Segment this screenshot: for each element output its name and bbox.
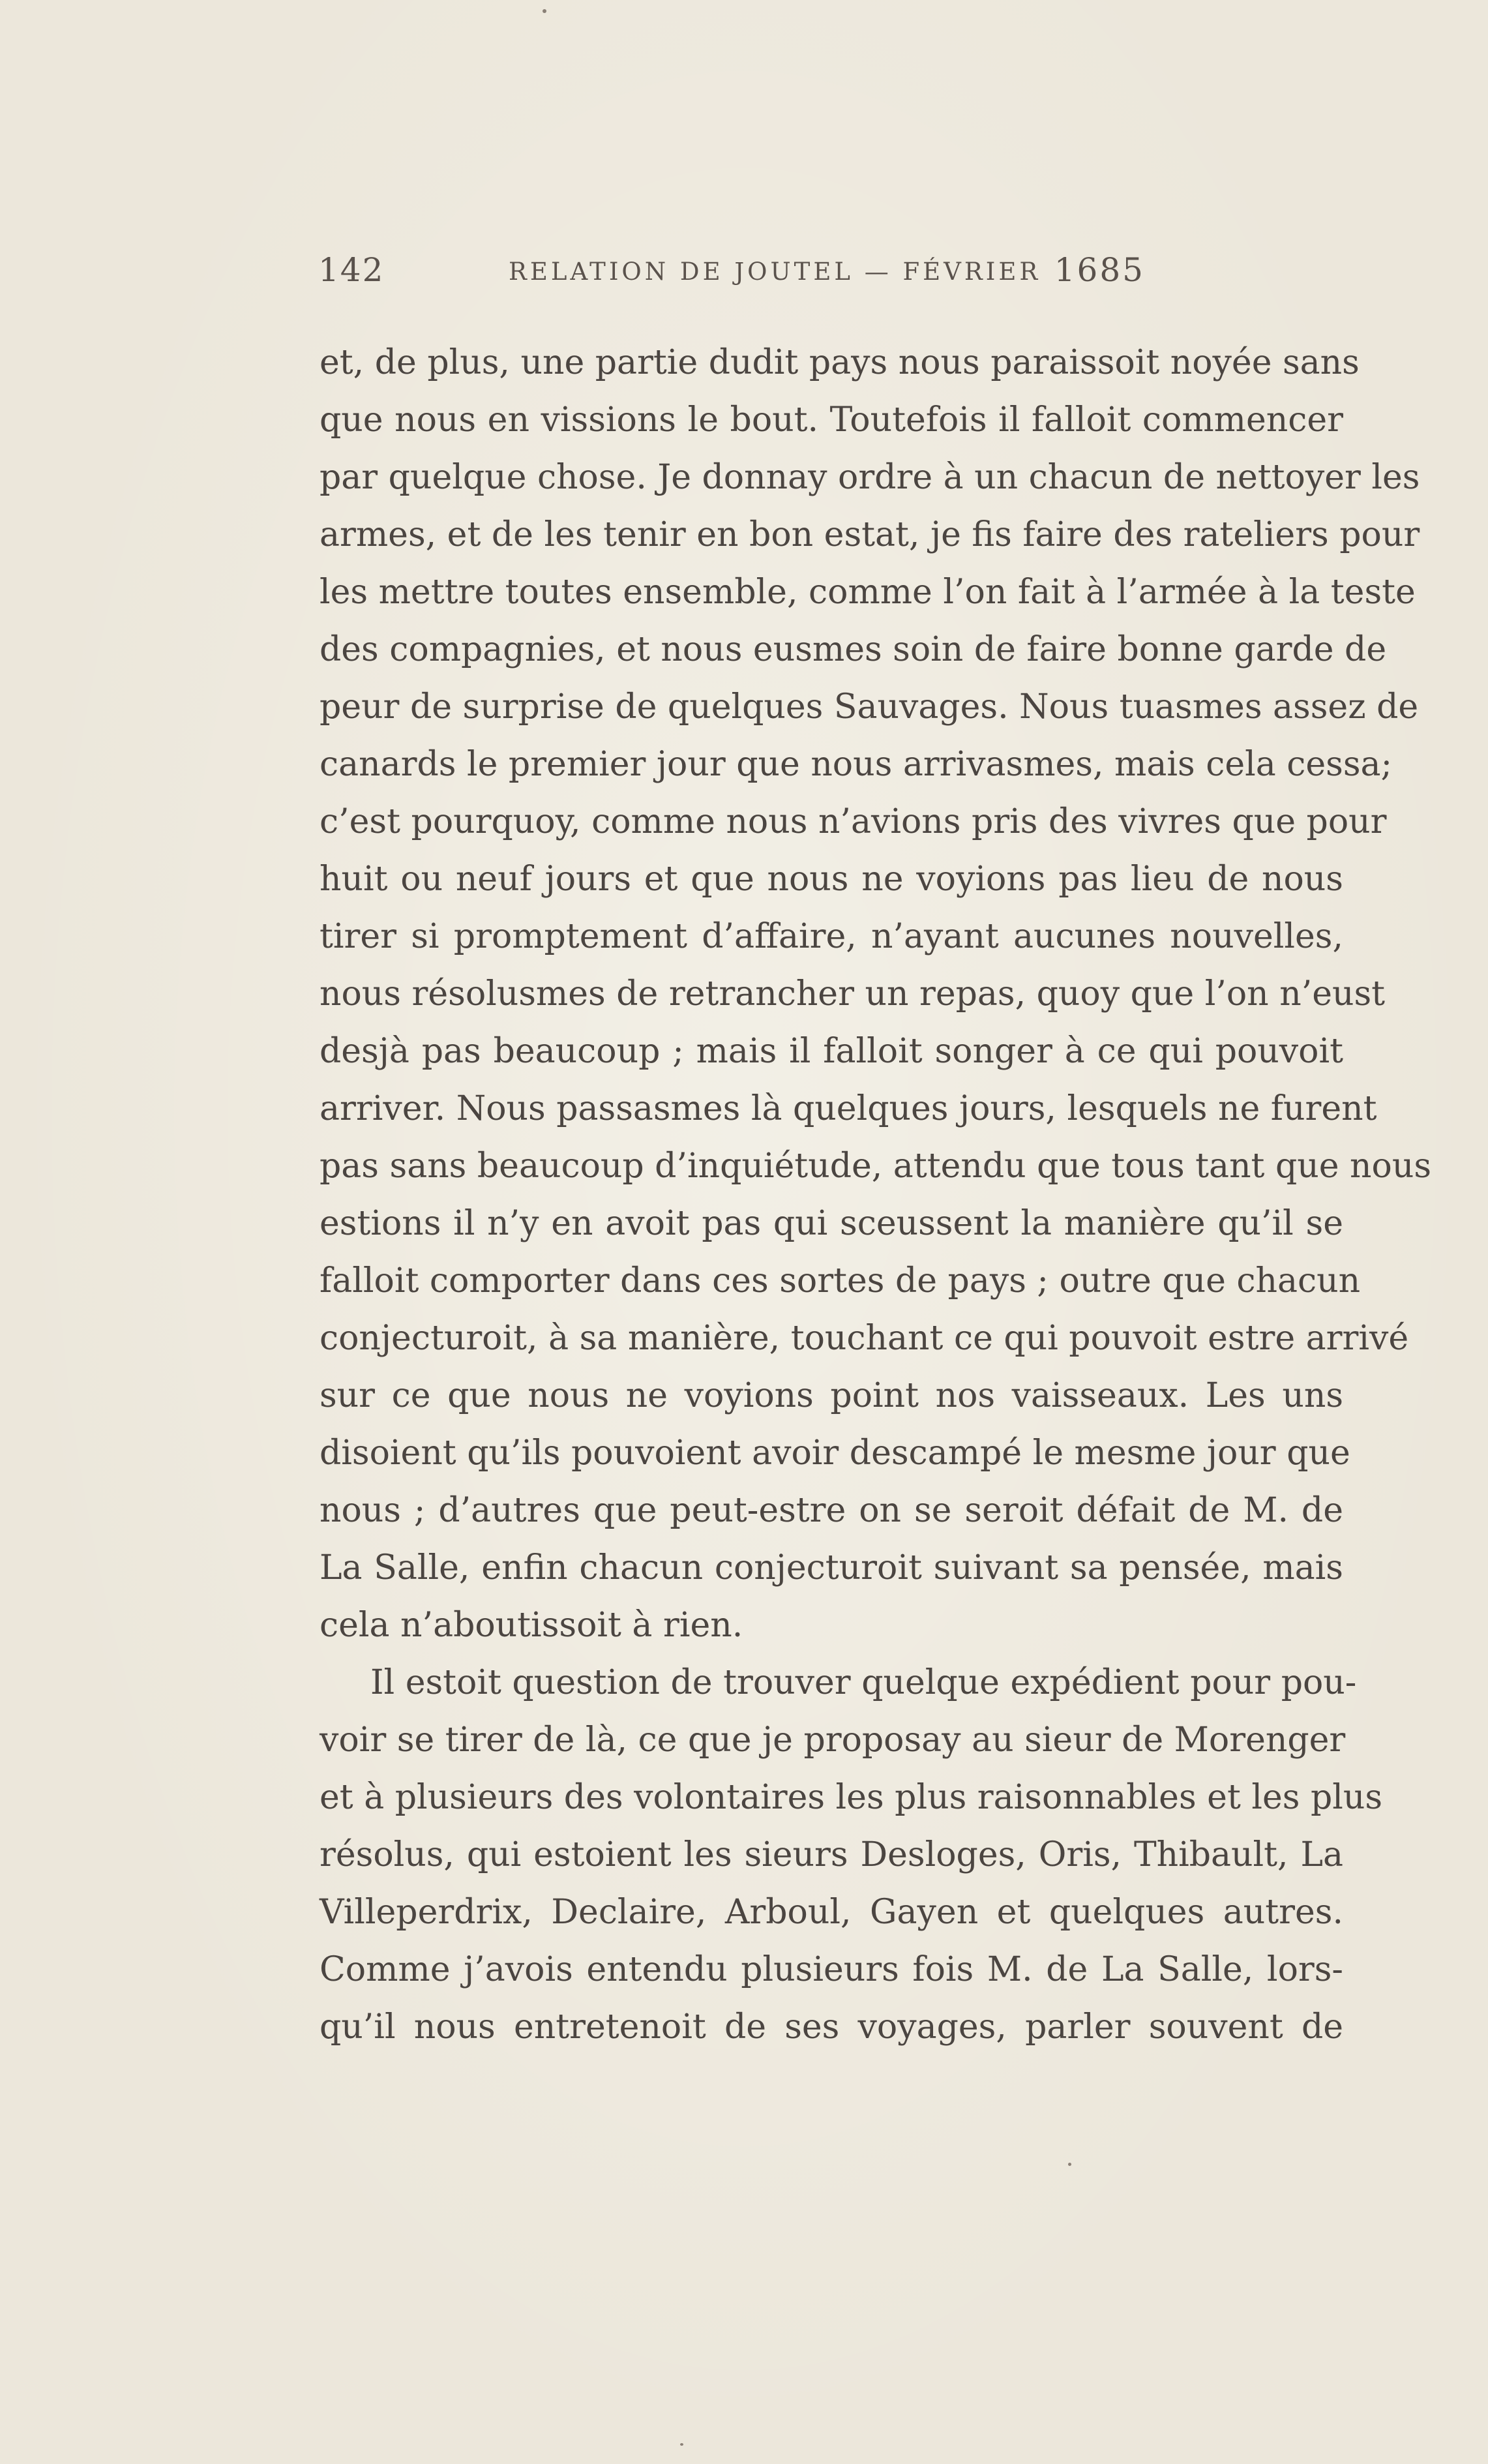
text-line: canards le premier jour que nous arrivasmes, mais cela cessa; (320, 745, 1393, 784)
text-line: Comme j’avois entendu plusieurs fois M. de La Salle, lors- (320, 1950, 1343, 1989)
text-line: et à plusieurs des volontaires les plus raisonnables et les plus (320, 1778, 1383, 1817)
text-line: conjecturoit, à sa manière, touchant ce qui pouvoit estre arrivé (320, 1319, 1409, 1358)
text-line: tirer si promptement d’affaire, n’ayant aucunes nouvelles, (320, 917, 1343, 956)
text-line: des compagnies, et nous eusmes soin de faire bonne garde de (320, 630, 1387, 669)
running-year: 1685 (1054, 251, 1145, 289)
text-line: disoient qu’ils pouvoient avoir descampé le mesme jour que (320, 1434, 1350, 1473)
text-line: que nous en vissions le bout. Toutefois il falloit commencer (320, 400, 1343, 440)
running-head (318, 251, 1145, 303)
text-line: falloit comporter dans ces sortes de pays ; outre que chacun (320, 1261, 1361, 1300)
ink-speck (1068, 2163, 1071, 2166)
text-line: les mettre toutes ensemble, comme l’on fait à l’armée à la teste (320, 573, 1416, 612)
paragraph-1 (320, 334, 1432, 1654)
text-line: résolus, qui estoient les sieurs Desloges, Oris, Thibault, La (320, 1835, 1343, 1874)
text-line: sur ce que nous ne voyions point nos vaisseaux. Les uns (320, 1376, 1343, 1415)
text-line: estions il n’y en avoit pas qui sceussent la manière qu’il se (320, 1204, 1343, 1243)
text-line: nous ; d’autres que peut-estre on se seroit défait de M. de (320, 1491, 1343, 1530)
running-title: RELATION DE JOUTEL — FÉVRIER (509, 258, 1041, 286)
text-line: cela n’aboutissoit à rien. (320, 1606, 743, 1645)
text-line: qu’il nous entretenoit de ses voyages, parler souvent de (320, 2007, 1343, 2047)
text-line: pas sans beaucoup d’inquiétude, attendu que tous tant que nous (320, 1147, 1432, 1186)
body-text (320, 334, 1432, 2056)
text-line: Villeperdrix, Declaire, Arboul, Gayen et quelques autres. (320, 1893, 1343, 1932)
ink-speck (680, 2443, 683, 2446)
text-line: peur de surprise de quelques Sauvages. Nous tuasmes assez de (320, 687, 1419, 727)
ink-speck (543, 9, 546, 13)
paragraph-2 (320, 1654, 1383, 2056)
text-line: armes, et de les tenir en bon estat, je fis faire des rateliers pour (320, 515, 1420, 554)
text-line: voir se tirer de là, ce que je proposay au sieur de Morenger (320, 1720, 1346, 1760)
text-line: et, de plus, une partie dudit pays nous paraissoit noyée sans (320, 343, 1360, 382)
text-line: La Salle, enfin chacun conjecturoit suivant sa pensée, mais (320, 1548, 1343, 1587)
text-line: c’est pourquoy, comme nous n’avions pris des vivres que pour (320, 802, 1387, 841)
text-line: huit ou neuf jours et que nous ne voyions pas lieu de nous (320, 860, 1343, 899)
text-line: Il estoit question de trouver quelque expédient pour pou- (370, 1663, 1357, 1702)
text-line: desjà pas beaucoup ; mais il falloit songer à ce qui pouvoit (320, 1032, 1343, 1071)
text-line: arriver. Nous passasmes là quelques jours, lesquels ne furent (320, 1089, 1377, 1128)
text-line: par quelque chose. Je donnay ordre à un chacun de nettoyer les (320, 458, 1420, 497)
text-line: nous résolusmes de retrancher un repas, quoy que l’on n’eust (320, 974, 1386, 1014)
page-number: 142 (318, 251, 385, 289)
